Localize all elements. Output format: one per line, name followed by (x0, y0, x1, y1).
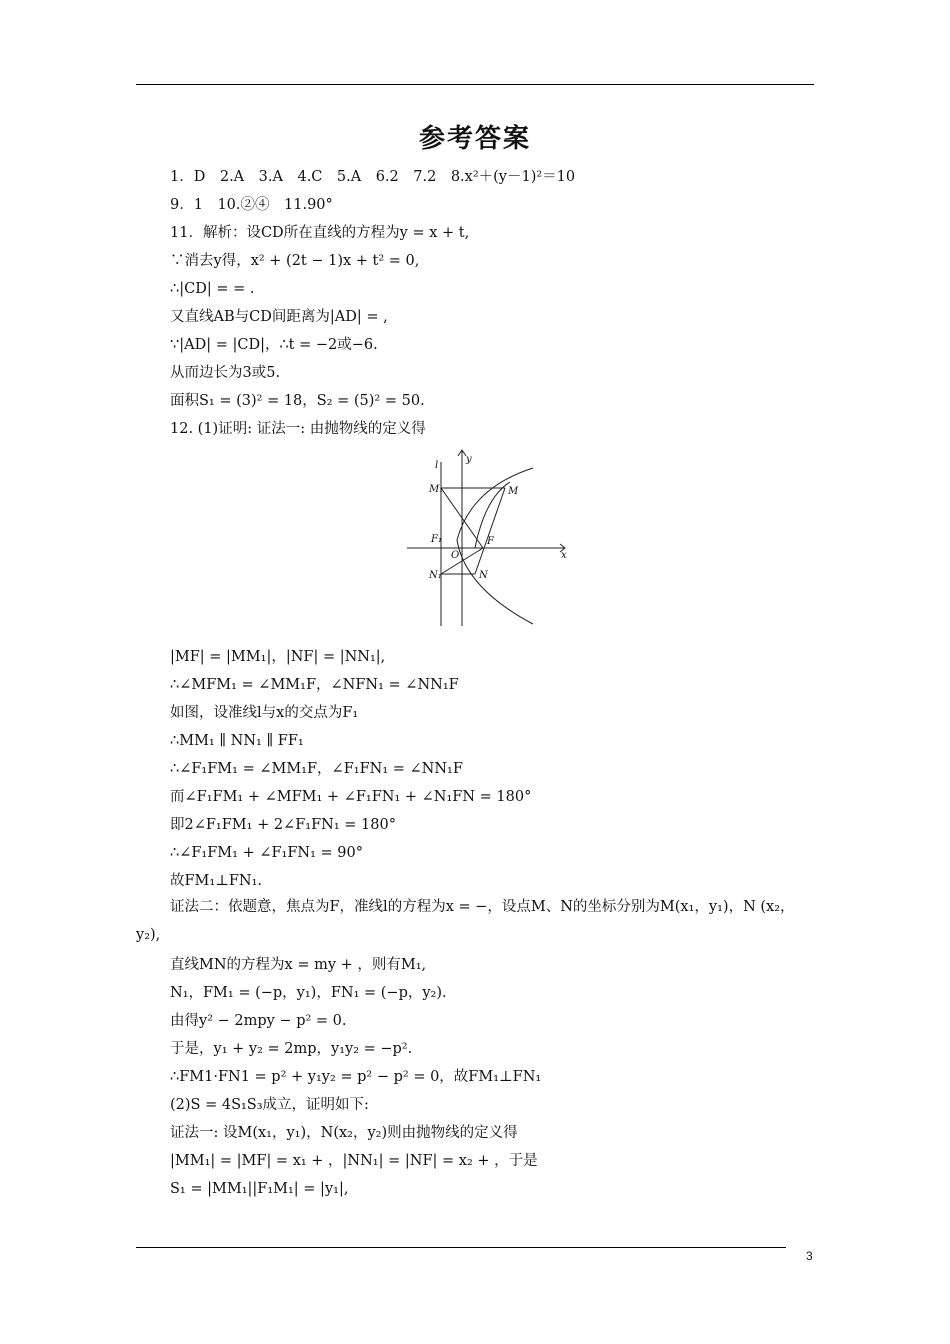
label-l: l (435, 460, 439, 471)
proof-line-11: N₁，FM₁ = (−p，y₁)，FN₁ = (−p，y₂). (170, 985, 447, 1001)
proof-line-13: 于是，y₁ + y₂ = 2mp，y₁y₂ = −p². (170, 1041, 413, 1057)
proof-line-15: (2)S = 4S₁S₃成立，证明如下: (170, 1097, 369, 1113)
answer-line-6: 又直线AB与CD间距离为|AD| = , (170, 309, 388, 325)
answer-line-7: ∵|AD| = |CD|，∴t = −2或−6. (170, 337, 378, 353)
answer-line-9: 面积S₁ = (3)² = 18，S₂ = (5)² = 50. (170, 393, 425, 409)
proof-line-4: ∴MM₁ ∥ NN₁ ∥ FF₁ (170, 733, 304, 749)
answer-line-8: 从而边长为3或5. (170, 365, 281, 381)
proof-line-16: 证法一: 设M(x₁，y₁)，N(x₂，y₂)则由抛物线的定义得 (170, 1125, 518, 1141)
proof-line-10: 直线MN的方程为x = my + ，则有M₁, (170, 957, 427, 973)
answer-line-2: 9．1 10.②④ 11.90° (170, 197, 333, 213)
label-m1: M₁ (429, 484, 444, 495)
proof-line-8: ∴∠F₁FM₁ + ∠F₁FN₁ = 90° (170, 845, 363, 861)
proof-line-3: 如图，设准线l与x的交点为F₁ (170, 705, 359, 721)
proof-line-18: S₁ = |MM₁||F₁M₁| = |y₁|, (170, 1181, 349, 1197)
proof-line-17: |MM₁| = |MF| = x₁ + ，|NN₁| = |NF| = x₂ + ，于是 (170, 1153, 538, 1169)
footer-rule (136, 1247, 786, 1248)
proof-line-1: |MF| = |MM₁|，|NF| = |NN₁|, (170, 649, 386, 665)
page-title: 参考答案 (418, 124, 531, 154)
proof-line-5: ∴∠F₁FM₁ = ∠MM₁F，∠F₁FN₁ = ∠NN₁F (170, 761, 463, 777)
answer-line-5: ∴|CD| = = . (170, 281, 255, 297)
proof-line-2: ∴∠MFM₁ = ∠MM₁F，∠NFN₁ = ∠NN₁F (170, 677, 459, 693)
label-m: M (508, 486, 519, 497)
label-f1: F₁ (431, 534, 442, 545)
proof-line-6: 而∠F₁FM₁ + ∠MFM₁ + ∠F₁FN₁ + ∠N₁FN = 180° (170, 789, 532, 805)
parabola-figure (405, 448, 575, 630)
header-rule (136, 84, 814, 85)
label-o: O (451, 550, 460, 561)
answer-line-10: 12. (1)证明: 证法一: 由抛物线的定义得 (170, 421, 426, 437)
answer-line-4: ∵消去y得，x² + (2t − 1)x + t² = 0, (170, 253, 420, 269)
label-n: N (479, 570, 488, 581)
page-number: 3 (806, 1249, 813, 1263)
proof-line-7: 即2∠F₁FM₁ + 2∠F₁FN₁ = 180° (170, 817, 396, 833)
label-y: y (466, 454, 472, 465)
label-f: F (487, 536, 494, 547)
answer-line-3: 11．解析：设CD所在直线的方程为y = x + t, (170, 225, 470, 241)
proof-line-14: ∴FM1·FN1 = p² + y₁y₂ = p² − p² = 0，故FM₁⊥FN₁ (170, 1069, 542, 1085)
proof-line-12: 由得y² − 2mpy − p² = 0. (170, 1013, 347, 1029)
answer-line-1: 1．D 2.A 3.A 4.C 5.A 6.2 7.2 8.x²＋(y－1)²＝10 (170, 169, 576, 185)
label-n1: N₁ (429, 570, 442, 581)
label-x: x (561, 550, 567, 561)
proof-line-9: 故FM₁⊥FN₁. (170, 873, 263, 889)
proof-method-2-paragraph: 证法二：依题意，焦点为F，准线l的方程为x = −，设点M、N的坐标分别为M(x₁，y₁)，N (x₂，y₂), (136, 899, 795, 943)
